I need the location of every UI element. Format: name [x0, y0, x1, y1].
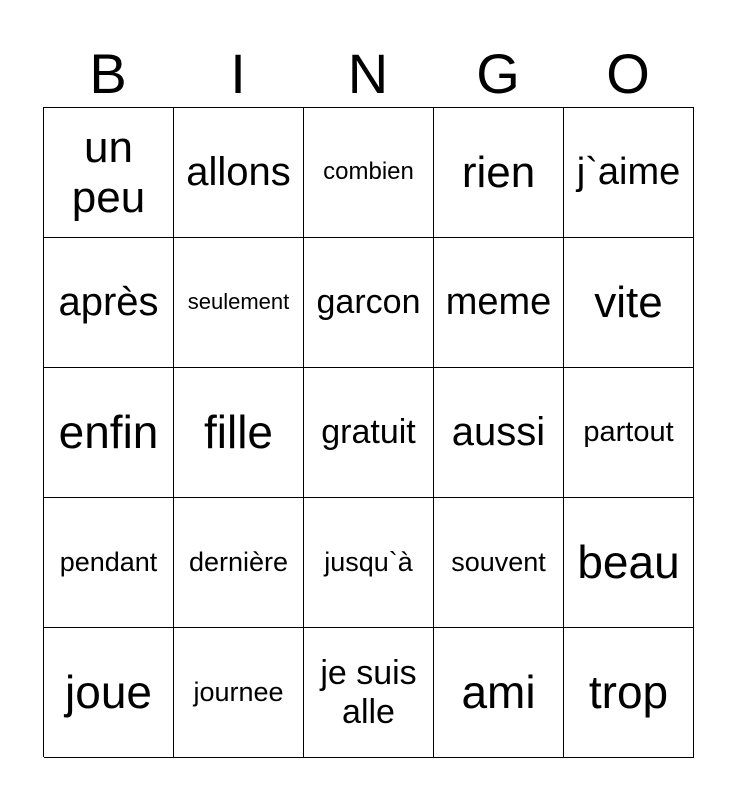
bingo-cell[interactable]: après [44, 238, 174, 368]
header-letter-o: O [606, 42, 650, 105]
bingo-cell[interactable]: meme [434, 238, 564, 368]
bingo-cell[interactable]: seulement [174, 238, 304, 368]
bingo-cell[interactable]: gratuit [304, 368, 434, 498]
bingo-header [43, 40, 693, 108]
bingo-cell[interactable]: vite [564, 238, 694, 368]
bingo-cell[interactable]: pendant [44, 498, 174, 628]
bingo-cell[interactable]: j`aime [564, 108, 694, 238]
header-letter-i: I [230, 42, 246, 105]
bingo-cell[interactable]: joue [44, 628, 174, 758]
bingo-cell[interactable]: ami [434, 628, 564, 758]
bingo-cell[interactable]: je suis alle [304, 628, 434, 758]
bingo-cell[interactable]: garcon [304, 238, 434, 368]
bingo-cell[interactable]: journee [174, 628, 304, 758]
header-letter-g: G [476, 42, 520, 105]
bingo-cell[interactable]: enfin [44, 368, 174, 498]
bingo-cell[interactable]: rien [434, 108, 564, 238]
bingo-cell[interactable]: beau [564, 498, 694, 628]
bingo-cell[interactable]: jusqu`à [304, 498, 434, 628]
bingo-cell[interactable]: un peu [44, 108, 174, 238]
bingo-cell[interactable]: souvent [434, 498, 564, 628]
bingo-cell[interactable]: partout [564, 368, 694, 498]
bingo-cell[interactable]: aussi [434, 368, 564, 498]
header-letter-n: N [347, 42, 389, 105]
bingo-cell[interactable]: trop [564, 628, 694, 758]
bingo-board [43, 107, 694, 757]
bingo-cell[interactable]: dernière [174, 498, 304, 628]
header-letter-b: B [89, 42, 127, 105]
bingo-cell[interactable]: combien [304, 108, 434, 238]
bingo-cell[interactable]: fille [174, 368, 304, 498]
bingo-cell[interactable]: allons [174, 108, 304, 238]
